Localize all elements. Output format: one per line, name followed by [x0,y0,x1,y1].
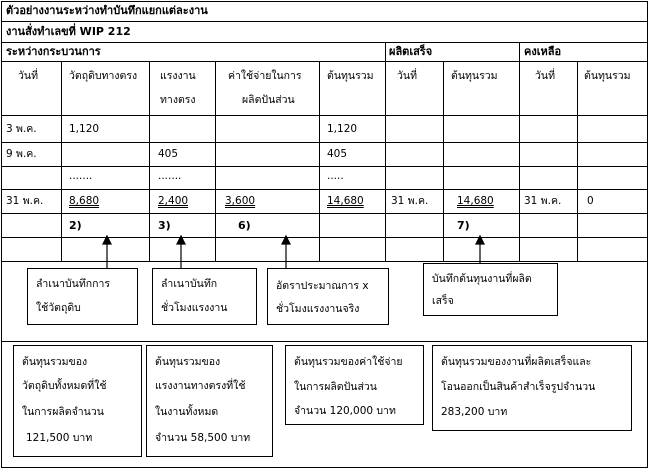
header-remaining-total: ต้นทุนรวม [584,70,631,82]
r4-finished-date: 31 พ.ค. [391,195,429,207]
r3-materials: ....... [69,170,93,182]
callout-labor-line1: ลำเนาบันทึก [161,278,218,290]
summary-materials-line2: วัตถุดิบทั้งหมดที่ใช้ [22,380,107,392]
r4-date: 31 พ.ค. [6,195,44,207]
header-materials: วัตถุดิบทางตรง [69,70,138,82]
header-overhead-line2: ผลิตปันส่วน [242,94,295,106]
summary-finished [432,345,632,431]
r4-remaining-date: 31 พ.ค. [524,195,562,207]
summary-materials-line1: ต้นทุนรวมของ [22,356,88,368]
header-labor-line1: แรงงาน [160,70,196,82]
ref-overhead: 6) [238,219,251,232]
document-title: ตัวอย่างงานระหว่างทำบันทึกแยกแต่ละงาน [6,4,208,17]
arrowhead-labor-icon [177,236,185,244]
callout-finished [423,263,558,316]
r4-materials: 8,680 [69,195,100,207]
header-total-cost: ต้นทุนรวม [327,70,374,82]
r2-labor: 405 [158,148,179,160]
callout-overhead [267,268,389,325]
ref-finished: 7) [457,219,470,232]
summary-finished-line2: โอนออกเป็นสินค้าสำเร็จรูปจำนวน [441,381,596,393]
summary-overhead-line3: จำนวน 120,000 บาท [294,405,396,417]
ref-materials: 2) [69,219,82,232]
ref-labor: 3) [158,219,171,232]
callout-overhead-line1: อัตราประมาณการ x [276,280,369,292]
summary-overhead [285,345,424,425]
section-remaining: คงเหลือ [524,45,562,58]
summary-labor-line4: จำนวน 58,500 บาท [155,432,251,444]
summary-materials-line3: ในการผลิตจำนวน [22,406,104,418]
section-in-process: ระหว่างกระบวนการ [6,45,101,58]
summary-finished-line1: ต้นทุนรวมของงานที่ผลิตเสร็จและ [441,356,592,368]
r3-labor: ....... [158,170,182,182]
callout-materials [27,268,138,325]
job-order-number: งานสั่งทำเลขที่ WIP 212 [6,25,131,38]
section-finished: ผลิตเสร็จ [389,45,433,58]
arrowhead-overhead-icon [282,236,290,244]
header-remaining-date: วันที่ [535,70,555,82]
summary-materials-line4: 121,500 บาท [26,432,93,444]
header-date: วันที่ [18,70,38,82]
callout-materials-line1: ลำเนาบันทึกการ [36,278,111,290]
callout-finished-line2: เสร็จ [432,295,454,307]
r2-date: 9 พ.ค. [6,148,37,160]
callout-finished-line1: บันทึกต้นทุนงานที่ผลิต [432,273,532,285]
r1-materials: 1,120 [69,123,100,135]
callout-overhead-line2: ชั่วโมงแรงงานจริง [276,303,360,315]
arrowhead-finished-icon [476,236,484,244]
callout-labor [152,268,257,325]
header-finished-total: ต้นทุนรวม [451,70,498,82]
r4-finished-total: 14,680 [457,195,494,207]
summary-overhead-line2: ในการผลิตปันส่วน [294,381,377,393]
callout-materials-line2: ใช้วัตถุดิบ [36,302,81,314]
header-labor-line2: ทางตรง [160,94,196,106]
header-finished-date: วันที่ [397,70,417,82]
r4-remaining-total: 0 [587,195,594,207]
header-overhead-line1: ค่าใช้จ่ายในการ [228,70,302,82]
summary-labor-line3: ในงานทั้งหมด [155,406,219,418]
arrowhead-materials-icon [103,236,111,244]
summary-labor [146,345,273,457]
r4-overhead: 3,600 [225,195,256,207]
summary-labor-line1: ต้นทุนรวมของ [155,356,221,368]
summary-labor-line2: แรงงานทางตรงที่ใช้ [155,380,246,392]
summary-materials [13,345,142,457]
callout-labor-line2: ชั่วโมงแรงงาน [161,302,228,314]
r4-labor: 2,400 [158,195,189,207]
r2-total: 405 [327,148,348,160]
summary-overhead-line1: ต้นทุนรวมของค่าใช้จ่าย [294,356,403,368]
r1-date: 3 พ.ค. [6,123,37,135]
r3-total: ..... [327,170,344,182]
summary-finished-line3: 283,200 บาท [441,406,508,418]
r4-total: 14,680 [327,195,364,207]
r1-total: 1,120 [327,123,358,135]
